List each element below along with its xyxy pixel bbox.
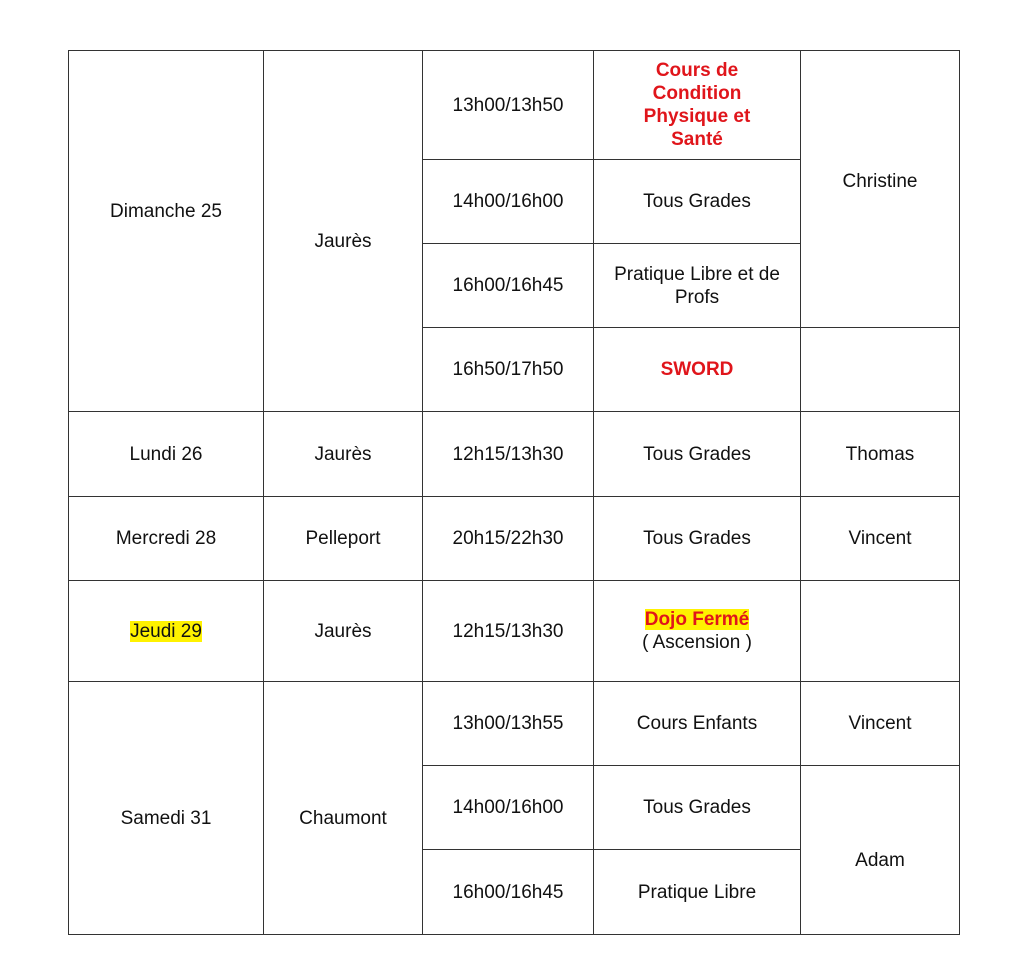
time-cell	[423, 328, 594, 412]
time-label: 16h50/17h50	[452, 359, 564, 380]
day-cell	[69, 412, 264, 497]
time-cell	[423, 766, 594, 850]
table-row	[69, 682, 960, 766]
time-label: 20h15/22h30	[452, 528, 564, 549]
place-cell	[264, 412, 423, 497]
course-label: Tous Grades	[643, 797, 751, 818]
course-label: Cours Enfants	[636, 713, 758, 734]
day-label: Jeudi 29	[130, 620, 202, 642]
course-note: ( Ascension )	[642, 632, 752, 653]
teacher-cell	[801, 766, 960, 935]
course-label: Tous Grades	[643, 191, 751, 212]
course-cell	[594, 412, 801, 497]
course-label: SWORD	[660, 359, 734, 380]
place-cell	[264, 581, 423, 682]
place-label: Jaurès	[314, 230, 372, 252]
day-label: Mercredi 28	[115, 528, 217, 549]
teacher-cell	[801, 497, 960, 581]
day-label: Lundi 26	[129, 443, 203, 465]
time-label: 13h00/13h50	[452, 94, 564, 116]
place-label: Jaurès	[314, 620, 372, 642]
course-label: Pratique Libre et de Profs	[614, 263, 780, 308]
teacher-label: Christine	[842, 170, 918, 192]
time-label: 12h15/13h30	[452, 443, 564, 465]
time-label: 13h00/13h55	[452, 713, 564, 734]
place-cell	[264, 682, 423, 935]
course-cell	[594, 581, 801, 682]
table-row	[69, 51, 960, 160]
teacher-label: Vincent	[848, 713, 912, 734]
course-cell	[594, 328, 801, 412]
time-cell	[423, 412, 594, 497]
table-row	[69, 497, 960, 581]
table-row	[69, 581, 960, 682]
course-cell	[594, 160, 801, 244]
course-cell	[594, 682, 801, 766]
time-cell	[423, 682, 594, 766]
time-label: 16h00/16h45	[452, 881, 564, 903]
teacher-label: Thomas	[845, 443, 915, 465]
table-row	[69, 412, 960, 497]
teacher-cell	[801, 581, 960, 682]
schedule-table	[68, 50, 960, 935]
teacher-cell	[801, 682, 960, 766]
time-cell	[423, 51, 594, 160]
day-label: Dimanche 25	[110, 200, 222, 222]
teacher-cell	[801, 412, 960, 497]
day-cell	[69, 497, 264, 581]
time-cell	[423, 160, 594, 244]
time-cell	[423, 244, 594, 328]
time-label: 12h15/13h30	[452, 620, 564, 642]
course-label: Cours de Condition Physique et Santé	[643, 60, 751, 150]
place-cell	[264, 497, 423, 581]
place-label: Jaurès	[314, 443, 372, 465]
course-cell	[594, 766, 801, 850]
course-label: Pratique Libre	[637, 881, 757, 903]
teacher-label: Adam	[855, 849, 905, 871]
time-cell	[423, 850, 594, 935]
course-cell	[594, 51, 801, 160]
course-cell	[594, 244, 801, 328]
day-cell	[69, 51, 264, 412]
course-cell	[594, 850, 801, 935]
day-cell	[69, 581, 264, 682]
day-label: Samedi 31	[120, 807, 212, 829]
teacher-cell	[801, 328, 960, 412]
place-cell	[264, 51, 423, 412]
course-cell	[594, 497, 801, 581]
time-label: 14h00/16h00	[452, 797, 564, 818]
teacher-label: Vincent	[848, 528, 912, 549]
course-label: Dojo Fermé	[644, 609, 750, 630]
time-cell	[423, 497, 594, 581]
course-label: Tous Grades	[643, 443, 751, 465]
teacher-cell	[801, 51, 960, 328]
place-label: Pelleport	[305, 528, 381, 549]
time-label: 14h00/16h00	[452, 191, 564, 212]
time-cell	[423, 581, 594, 682]
course-label: Tous Grades	[643, 528, 751, 549]
time-label: 16h00/16h45	[452, 275, 564, 296]
place-label: Chaumont	[299, 807, 387, 829]
day-cell	[69, 682, 264, 935]
